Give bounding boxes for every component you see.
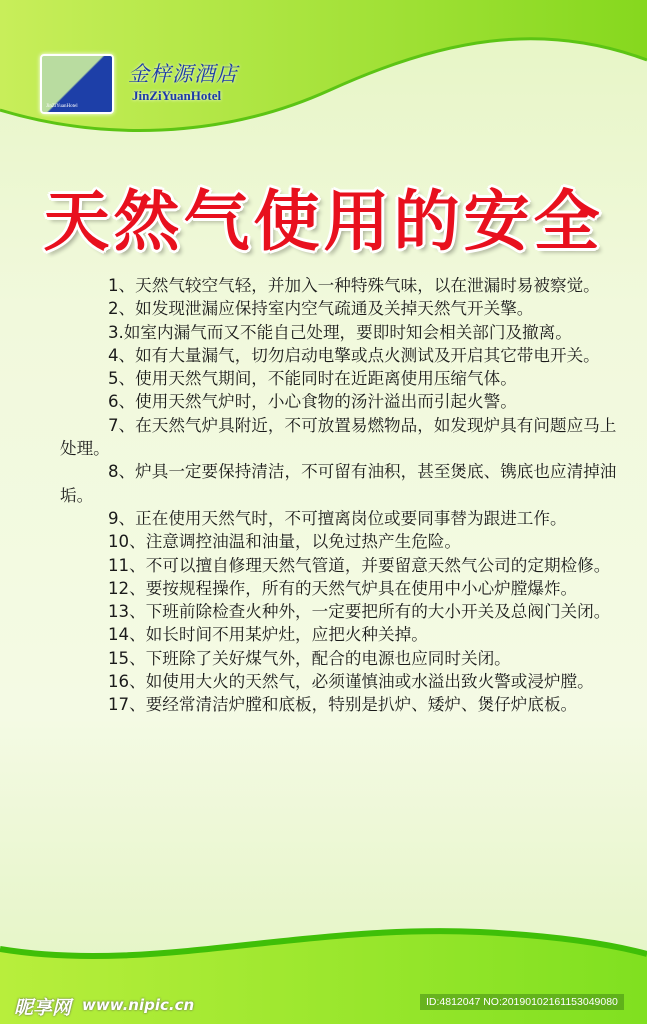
rule-item: 4、如有大量漏气，切勿启动电擎或点火测试及开启其它带电开关。 bbox=[108, 345, 600, 365]
hotel-name-cn: 金梓源酒店 bbox=[128, 62, 238, 86]
rule-item: 7、在天然气炉具附近，不可放置易燃物品，如发现炉具有问题应马上处理。 bbox=[60, 415, 617, 459]
hotel-logo-mark bbox=[40, 54, 114, 114]
rule-item: 8、炉具一定要保持清洁，不可留有油积，甚至煲底、镌底也应清掉油垢。 bbox=[60, 462, 617, 505]
rule-item: 13、下班前除检查火种外，一定要把所有的大小开关及总阀门关闭。 bbox=[108, 602, 611, 622]
rule-item: 15、下班除了关好煤气外，配合的电源也应同时关闭。 bbox=[108, 648, 511, 668]
page-title: 天然气使用的安全 bbox=[43, 183, 604, 260]
rule-item: 14、如长时间不用某炉灶，应把火种关掉。 bbox=[108, 625, 428, 645]
rule-item: 9、正在使用天然气时，不可擅离岗位或要同事替为跟进工作。 bbox=[108, 508, 567, 528]
logo-badge-text: JinZiYuanHotel bbox=[46, 104, 78, 109]
rule-item: 6、使用天然气炉时，小心食物的汤汁溢出而引起火警。 bbox=[108, 392, 517, 412]
watermark-id: ID:4812047 NO:20190102161153049080 bbox=[420, 994, 624, 1010]
watermark-url: www.nipic.cn bbox=[82, 996, 195, 1014]
rule-item: 1、天然气较空气轻，并加入一种特殊气味，以在泄漏时易被察觉。 bbox=[108, 276, 600, 295]
rule-item: 12、要按规程操作，所有的天然气炉具在使用中小心炉膛爆炸。 bbox=[108, 578, 578, 598]
rule-item: 2、如发现泄漏应保持室内空气疏通及关掉天然气开关擎。 bbox=[108, 299, 534, 319]
rule-item: 5、使用天然气期间，不能同时在近距离使用压缩气体。 bbox=[108, 369, 517, 389]
rule-item: 10、注意调控油温和油量，以免过热产生危险。 bbox=[108, 532, 461, 552]
rule-item: 16、如使用大火的天然气，必须谨慎油或水溢出致火警或浸炉膛。 bbox=[108, 672, 594, 692]
rule-item: 11、不可以擅自修理天然气管道，并要留意天然气公司的定期检修。 bbox=[108, 555, 611, 575]
safety-rules-list bbox=[60, 274, 626, 717]
watermark-site-name: 昵享网 bbox=[14, 997, 72, 1019]
hotel-name-en: JinZiYuanHotel bbox=[132, 88, 222, 103]
rule-item: 17、要经常清洁炉膛和底板，特别是扒炉、矮炉、煲仔炉底板。 bbox=[108, 695, 578, 715]
rule-item: 3.如室内漏气而又不能自己处理，要即时知会相关部门及撤离。 bbox=[108, 322, 572, 342]
